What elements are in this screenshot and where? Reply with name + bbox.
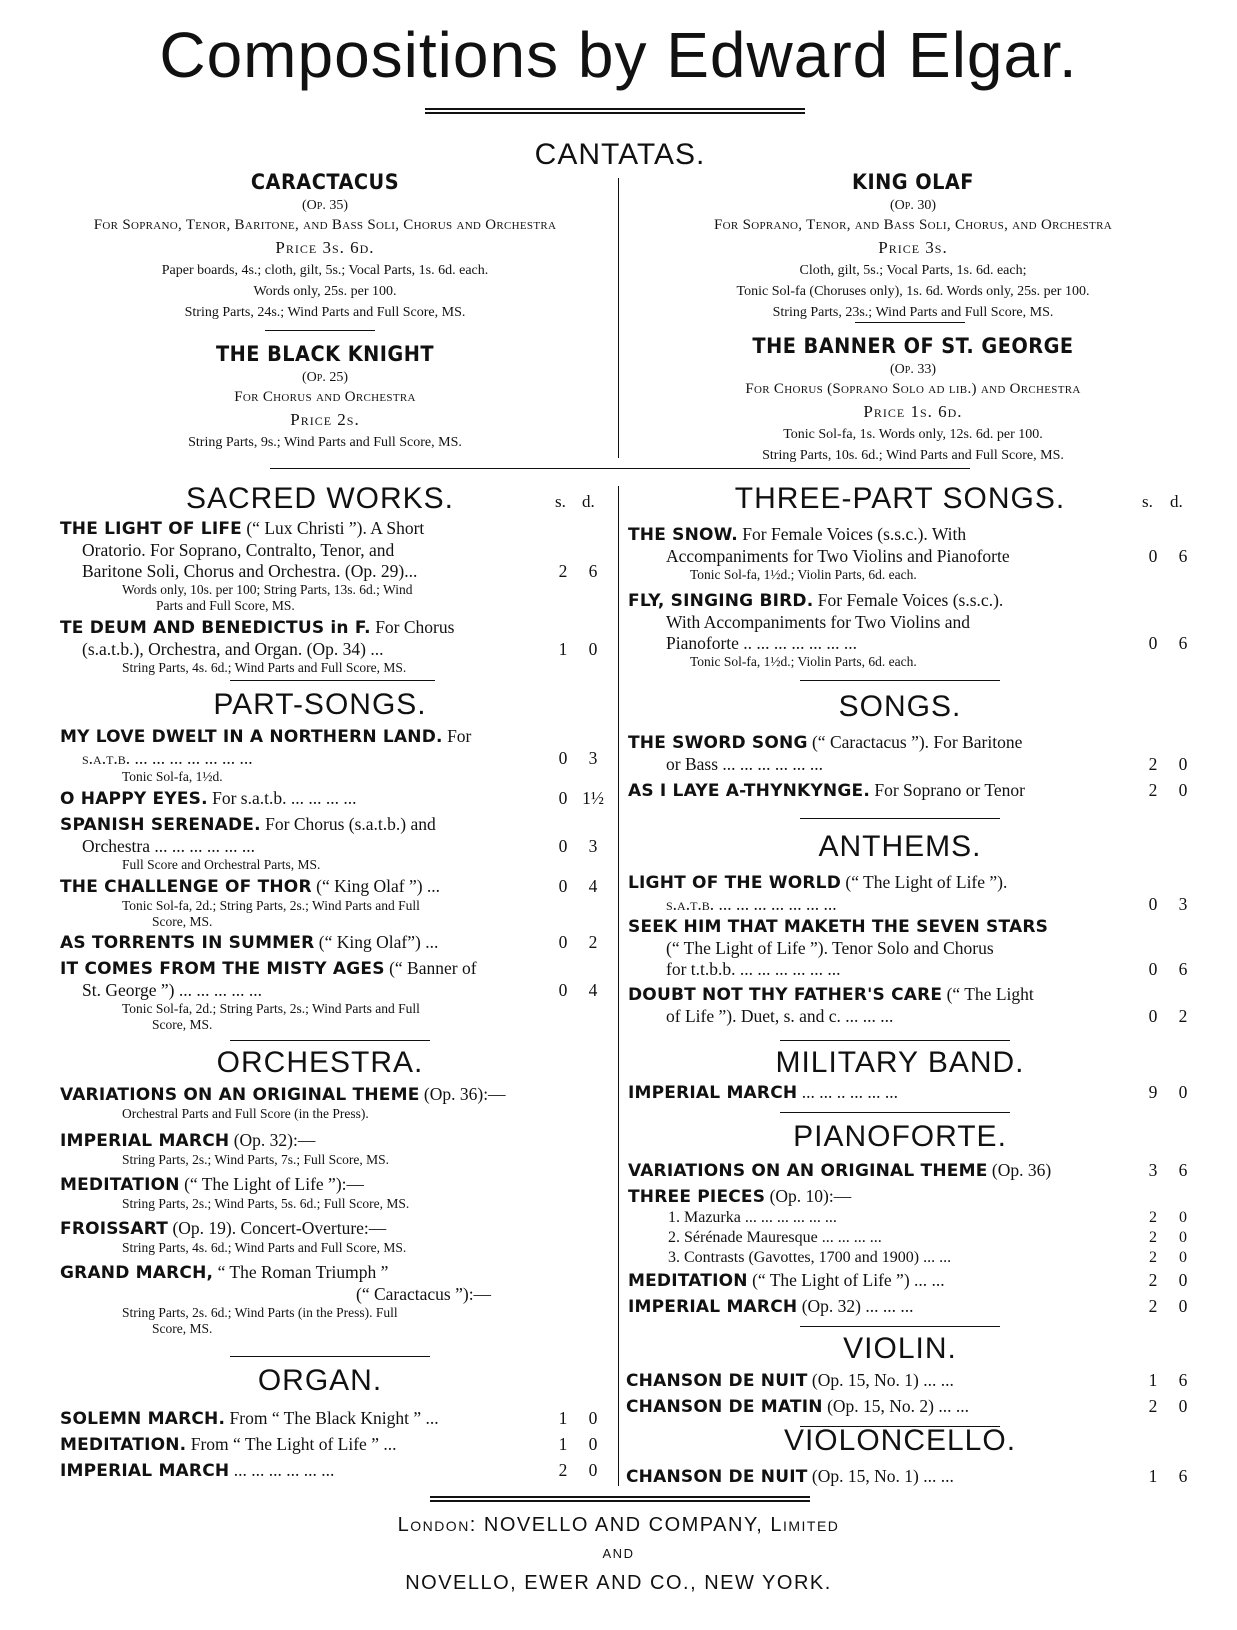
banner-price: Price 1s. 6d. [863,402,963,421]
entry-text: (“ The Light [942,984,1034,1004]
entry-text: Orchestra ... ... ... ... ... ... [82,836,256,856]
entry-text: Baritone Soli, Chorus and Orchestra. (Op. 29)... [82,561,418,581]
price-pence: 0 [1178,1082,1188,1102]
entry-title: AS TORRENTS IN SUMMER [60,933,315,953]
entry-title: CHANSON DE NUIT [626,1371,808,1391]
price-pence: 6 [1178,1160,1188,1180]
entry-title: THE LIGHT OF LIFE [60,519,242,539]
entry-text: For Chorus (s.a.t.b.) and [260,814,436,834]
price-pence: 3 [588,748,598,768]
violin-heading: VIOLIN. [843,1332,957,1365]
price-shillings: 1 [558,639,568,659]
king-olaf-opus: (Op. 30) [890,198,936,213]
organ-imperial-entry [60,1460,608,1482]
price-pence: 0 [1178,1296,1188,1316]
entry-title: MEDITATION [628,1271,748,1291]
price-pence: 0 [588,1408,598,1428]
caractacus-title: CARACTACUS [250,170,400,194]
price-pence: 0 [1178,1396,1188,1416]
price-shillings: 2 [1148,1270,1158,1290]
entry-note: Tonic Sol-fa, 1½d.; Violin Parts, 6d. each. [690,567,917,582]
entry-text: With Accompaniments for Two Violins and [666,612,971,632]
entry-title: DOUBT NOT THY FATHER'S CARE [628,985,943,1005]
piano-imperial-entry [628,1296,1198,1318]
price-pence: 4 [588,980,598,1000]
king-olaf-detail: String Parts, 23s.; Wind Parts and Full Score, MS. [772,305,1054,320]
price-shillings: 9 [1148,1082,1158,1102]
price-pence: 6 [1178,633,1188,653]
entry-note: Tonic Sol-fa, 1½d. [122,769,223,784]
price-shillings: 0 [1148,633,1158,653]
price-pence: 6 [1178,959,1188,979]
entry-text: (Op. 19). Concert-Overture:— [168,1218,387,1238]
cello-heading: VIOLONCELLO. [783,1424,1017,1457]
organ-meditation-entry [60,1434,608,1456]
price-shillings: 2 [558,1460,568,1480]
entry-text: 2. Sérénade Mauresque ... ... ... ... [668,1229,882,1246]
caractacus-detail: Paper boards, 4s.; cloth, gilt, 5s.; Vocal Parts, 1s. 6d. each. [161,263,489,278]
entry-text: (“ The Light of Life ”):— [179,1174,365,1194]
three-pieces-entry [628,1186,1198,1268]
sword-song-entry [628,732,1198,775]
price-pence: 6 [1178,546,1188,566]
military-heading: MILITARY BAND. [775,1046,1025,1079]
entry-title: IMPERIAL MARCH [628,1297,798,1317]
entry-note: Words only, 10s. per 100; String Parts, 13s. 6d.; Wind [122,582,413,597]
king-olaf-scoring: For Soprano, Tenor, and Bass Soli, Chorus, and Orchestra [714,217,1112,233]
page-title: Compositions by Edward Elgar. [159,19,1078,91]
price-shillings: 2 [1149,1249,1157,1266]
entry-text: (Op. 32) ... ... ... [797,1296,914,1316]
entry-note: String Parts, 4s. 6d.; Wind Parts and Full Score, MS. [122,660,407,675]
price-pence: 3 [1178,894,1188,914]
d-column-head: d. [582,492,595,511]
price-pence: 0 [1178,1270,1188,1290]
entry-text: (Op. 10):— [765,1186,852,1206]
torrents-entry [60,932,608,954]
entry-title: SEEK HIM THAT MAKETH THE SEVEN STARS [628,917,1049,937]
entry-text: St. George ”) ... ... ... ... ... [82,980,262,1000]
price-shillings: 0 [1148,546,1158,566]
entry-text: (“ Lux Christi ”). A Short [241,518,425,538]
main-column-divider [618,486,619,1486]
entry-note: Orchestral Parts and Full Score (in the Press). [122,1106,369,1121]
entry-title: IMPERIAL MARCH [628,1083,798,1103]
entry-note: String Parts, 2s. 6d.; Wind Parts (in the Press). Full [122,1305,398,1320]
entry-title: VARIATIONS ON AN ORIGINAL THEME [628,1161,988,1181]
entry-note: String Parts, 4s. 6d.; Wind Parts and Full Score, MS. [122,1240,407,1255]
misty-ages-entry [60,958,608,1033]
banner-opus: (Op. 33) [890,362,936,377]
price-shillings: 0 [558,836,568,856]
price-pence: 0 [1179,1209,1187,1226]
entry-text: (“ Caractacus ”):— [356,1284,492,1304]
laye-entry [628,780,1198,802]
entry-text: 3. Contrasts (Gavottes, 1700 and 1900) ... ... [668,1249,952,1266]
entry-text: (“ Caractacus ”). For Baritone [807,732,1023,752]
entry-text: (Op. 15, No. 2) ... ... [822,1396,969,1416]
footer-publisher: NOVELLO AND COMPANY, [476,1514,771,1536]
price-pence: 0 [1178,780,1188,800]
anthems-heading: ANTHEMS. [818,830,982,863]
entry-title: IT COMES FROM THE MISTY AGES [60,959,385,979]
price-pence: 0 [588,1460,598,1480]
black-knight-price: Price 2s. [290,410,360,429]
banner-block [628,332,1198,466]
entry-text: or Bass ... ... ... ... ... ... [666,754,824,774]
price-shillings: 0 [1148,894,1158,914]
entry-title: MEDITATION. [60,1435,187,1455]
price-shillings: 2 [1148,754,1158,774]
orch-grand-march-entry [60,1262,608,1337]
king-olaf-detail: Cloth, gilt, 5s.; Vocal Parts, 1s. 6d. each; [799,263,1027,278]
challenge-of-thor-entry [60,876,608,930]
price-shillings: 2 [1148,780,1158,800]
footer-double-rule [430,1496,810,1502]
price-pence: 0 [588,1434,598,1454]
title-double-rule [425,108,805,114]
short-rule [265,330,375,331]
price-shillings: 1 [1148,1466,1158,1486]
entry-title: IMPERIAL MARCH [60,1461,230,1481]
entry-text: (“ King Olaf”) ... [314,932,439,952]
entry-title: MEDITATION [60,1175,180,1195]
entry-text: (“ The Light of Life ”). [841,872,1008,892]
entry-text: ... ... ... ... ... ... [229,1460,335,1480]
black-knight-detail: String Parts, 9s.; Wind Parts and Full Score, MS. [188,435,462,450]
entry-text: (Op. 32):— [229,1130,316,1150]
entry-text: (“ The Light of Life ”). Tenor Solo and Chorus [666,938,994,958]
happy-eyes-entry [60,788,608,810]
entry-title: THE SWORD SONG [628,733,808,753]
short-rule [800,1326,1000,1327]
s-column-head: s. [1142,492,1153,511]
price-shillings: 3 [1148,1160,1158,1180]
cantatas-bottom-rule [270,468,970,469]
price-shillings: 2 [1149,1229,1157,1246]
d-column-head: d. [1170,492,1183,511]
entry-title: IMPERIAL MARCH [60,1131,230,1151]
black-knight-title: THE BLACK KNIGHT [215,342,435,366]
price-pence: 2 [588,932,598,952]
entry-title: TE DEUM AND BENEDICTUS in F. [60,618,371,638]
entry-title: GRAND MARCH, [60,1263,214,1283]
entry-text: For s.a.t.b. ... ... ... ... [207,788,357,808]
price-pence: 0 [1179,1249,1187,1266]
entry-title: MY LOVE DWELT IN A NORTHERN LAND. [60,727,443,747]
doubt-not-entry [628,984,1198,1027]
songs-heading: SONGS. [838,690,962,723]
entry-note: Score, MS. [152,914,213,929]
orch-meditation-entry [60,1174,608,1212]
entry-note: Score, MS. [152,1321,213,1336]
entry-title: CHANSON DE MATIN [626,1397,823,1417]
entry-title: SOLEMN MARCH. [60,1409,226,1429]
banner-detail: Tonic Sol-fa, 1s. Words only, 12s. 6d. per 100. [783,427,1043,442]
pianoforte-heading: PIANOFORTE. [793,1120,1007,1153]
entry-text: s.a.t.b. ... ... ... ... ... ... ... [82,748,253,768]
cello-nuit-entry [626,1466,1198,1488]
entry-text: (s.a.t.b.), Orchestra, and Organ. (Op. 34) ... [82,639,384,659]
price-pence: 6 [1178,1466,1188,1486]
entry-text: For Soprano or Tenor [869,780,1025,800]
short-rule [230,1040,430,1041]
short-rule [800,818,1000,819]
entry-title: FLY, SINGING BIRD. [628,591,814,611]
fly-singing-bird-entry [628,590,1198,670]
king-olaf-block [628,168,1198,323]
entry-title: FROISSART [60,1219,169,1239]
price-shillings: 1 [558,1408,568,1428]
price-shillings: 0 [1148,959,1158,979]
entry-text: From “ The Black Knight ” ... [225,1408,439,1428]
entry-note: Tonic Sol-fa, 2d.; String Parts, 2s.; Wind Parts and Full [122,1001,420,1016]
caractacus-price: Price 3s. 6d. [275,238,375,257]
entry-title: VARIATIONS ON AN ORIGINAL THEME [60,1085,420,1105]
price-pence: 0 [1178,754,1188,774]
orch-froissart-entry [60,1218,608,1256]
king-olaf-title: KING OLAF [852,170,974,194]
king-olaf-detail: Tonic Sol-fa (Choruses only), 1s. 6d. Words only, 25s. per 100. [736,284,1090,299]
footer-and: AND [602,1546,635,1561]
entry-note: Full Score and Orchestral Parts, MS. [122,857,321,872]
price-pence: 0 [1179,1229,1187,1246]
cantatas-heading: CANTATAS. [534,138,706,171]
piano-meditation-entry [628,1270,1198,1292]
entry-note: Score, MS. [152,1017,213,1032]
military-imperial-entry [628,1082,1198,1104]
seek-him-entry [628,916,1198,980]
banner-title: THE BANNER OF ST. GEORGE [752,334,1074,358]
violin-nuit-entry [626,1370,1198,1392]
price-shillings: 0 [558,788,568,808]
organ-solemn-entry [60,1408,608,1430]
light-of-world-entry [628,872,1198,915]
entry-text: ... ... .. ... ... ... [797,1082,898,1102]
s-column-head: s. [555,492,566,511]
entry-text: (Op. 15, No. 1) ... ... [807,1370,954,1390]
price-shillings: 2 [1149,1209,1157,1226]
entry-text: For Female Voices (s.s.c.). With [737,524,967,544]
banner-detail: String Parts, 10s. 6d.; Wind Parts and Full Score, MS. [762,448,1064,463]
entry-note: String Parts, 2s.; Wind Parts, 7s.; Full Score, MS. [122,1152,389,1167]
price-shillings: 2 [1148,1396,1158,1416]
cantatas-divider [618,178,619,458]
short-rule [780,1040,1010,1041]
entry-note: Parts and Full Score, MS. [156,598,295,613]
violin-matin-entry [626,1396,1198,1418]
entry-text: (“ King Olaf ”) ... [311,876,441,896]
caractacus-detail: Words only, 25s. per 100. [253,284,397,299]
price-shillings: 0 [558,980,568,1000]
price-pence: 6 [588,561,598,581]
orchestra-heading: ORCHESTRA. [216,1046,424,1079]
short-rule [230,680,435,681]
sacred-heading: SACRED WORKS. [185,482,455,515]
entry-text: of Life ”). Duet, s. and c. ... ... ... [666,1006,894,1026]
three-part-heading: THREE-PART SONGS. [734,482,1066,515]
entry-title: CHANSON DE NUIT [626,1467,808,1487]
price-shillings: 2 [558,561,568,581]
short-rule [855,322,965,323]
price-pence: 0 [588,639,598,659]
entry-text: For Chorus [370,617,455,637]
caractacus-opus: (Op. 35) [302,198,348,213]
caractacus-detail: String Parts, 24s.; Wind Parts and Full Score, MS. [184,305,466,320]
entry-text: Accompaniments for Two Violins and Pianoforte [666,546,1010,566]
orch-variations-entry [60,1084,608,1122]
entry-note: String Parts, 2s.; Wind Parts, 5s. 6d.; Full Score, MS. [122,1196,410,1211]
price-shillings: 0 [558,748,568,768]
entry-text: For Female Voices (s.s.c.). [813,590,1004,610]
short-rule [800,680,1000,681]
entry-title: SPANISH SERENADE. [60,815,261,835]
entry-text: for t.t.b.b. ... ... ... ... ... ... [666,959,841,979]
entry-text: (Op. 36) [987,1160,1052,1180]
entry-text: From “ The Light of Life ” ... [186,1434,397,1454]
entry-text: 1. Mazurka ... ... ... ... ... ... [668,1209,837,1226]
price-shillings: 0 [1148,1006,1158,1026]
entry-title: LIGHT OF THE WORLD [628,873,842,893]
te-deum-entry [60,617,608,676]
entry-text: (“ Banner of [384,958,477,978]
entry-text: (Op. 15, No. 1) ... ... [807,1466,954,1486]
price-shillings: 1 [558,1434,568,1454]
price-shillings: 1 [1148,1370,1158,1390]
price-pence: 2 [1178,1006,1188,1026]
price-pence: 3 [588,836,598,856]
price-pence: 6 [1178,1370,1188,1390]
light-of-life-entry [60,518,608,614]
orch-imperial-entry [60,1130,608,1168]
entry-text: (“ The Light of Life ”) ... ... [747,1270,945,1290]
entry-text: Pianoforte .. ... ... ... ... ... ... [666,633,858,653]
banner-scoring: For Chorus (Soprano Solo ad lib.) and Orchestra [745,381,1081,397]
entry-title: O HAPPY EYES. [60,789,208,809]
footer-london: London: [397,1514,477,1536]
price-shillings: 0 [558,876,568,896]
entry-title: THE CHALLENGE OF THOR [60,877,312,897]
footer-limited: Limited [770,1514,840,1536]
spanish-serenade-entry [60,814,608,873]
king-olaf-price: Price 3s. [878,238,948,257]
entry-text: For [442,726,472,746]
price-shillings: 0 [558,932,568,952]
organ-heading: ORGAN. [257,1364,383,1397]
entry-title: AS I LAYE A-THYNKYNGE. [628,781,870,801]
black-knight-opus: (Op. 25) [302,370,348,385]
entry-text: “ The Roman Triumph ” [213,1262,389,1282]
my-love-entry [60,726,608,785]
short-rule [780,1112,1010,1113]
entry-text: Oratorio. For Soprano, Contralto, Tenor, and [82,540,395,560]
partsongs-heading: PART-SONGS. [213,688,427,721]
price-pence: 4 [588,876,598,896]
caractacus-scoring: For Soprano, Tenor, Baritone, and Bass Soli, Chorus and Orchestra [93,217,557,233]
entry-note: Tonic Sol-fa, 1½d.; Violin Parts, 6d. each. [690,654,917,669]
snow-entry [628,524,1198,583]
entry-text: s.a.t.b. ... ... ... ... ... ... ... [666,894,837,914]
black-knight-block [40,340,610,453]
entry-title: THE SNOW. [628,525,738,545]
footer-publisher-line [0,1514,1237,1537]
entry-text: (Op. 36):— [419,1084,506,1104]
entry-note: Tonic Sol-fa, 2d.; String Parts, 2s.; Wind Parts and Full [122,898,420,913]
footer-newyork-line: NOVELLO, EWER AND CO., NEW YORK. [405,1572,832,1594]
short-rule [230,1356,430,1357]
price-shillings: 2 [1148,1296,1158,1316]
price-pence: 1½ [582,788,604,808]
piano-variations-entry [628,1160,1198,1182]
black-knight-scoring: For Chorus and Orchestra [234,389,416,405]
entry-title: THREE PIECES [628,1187,766,1207]
caractacus-block [40,168,610,323]
